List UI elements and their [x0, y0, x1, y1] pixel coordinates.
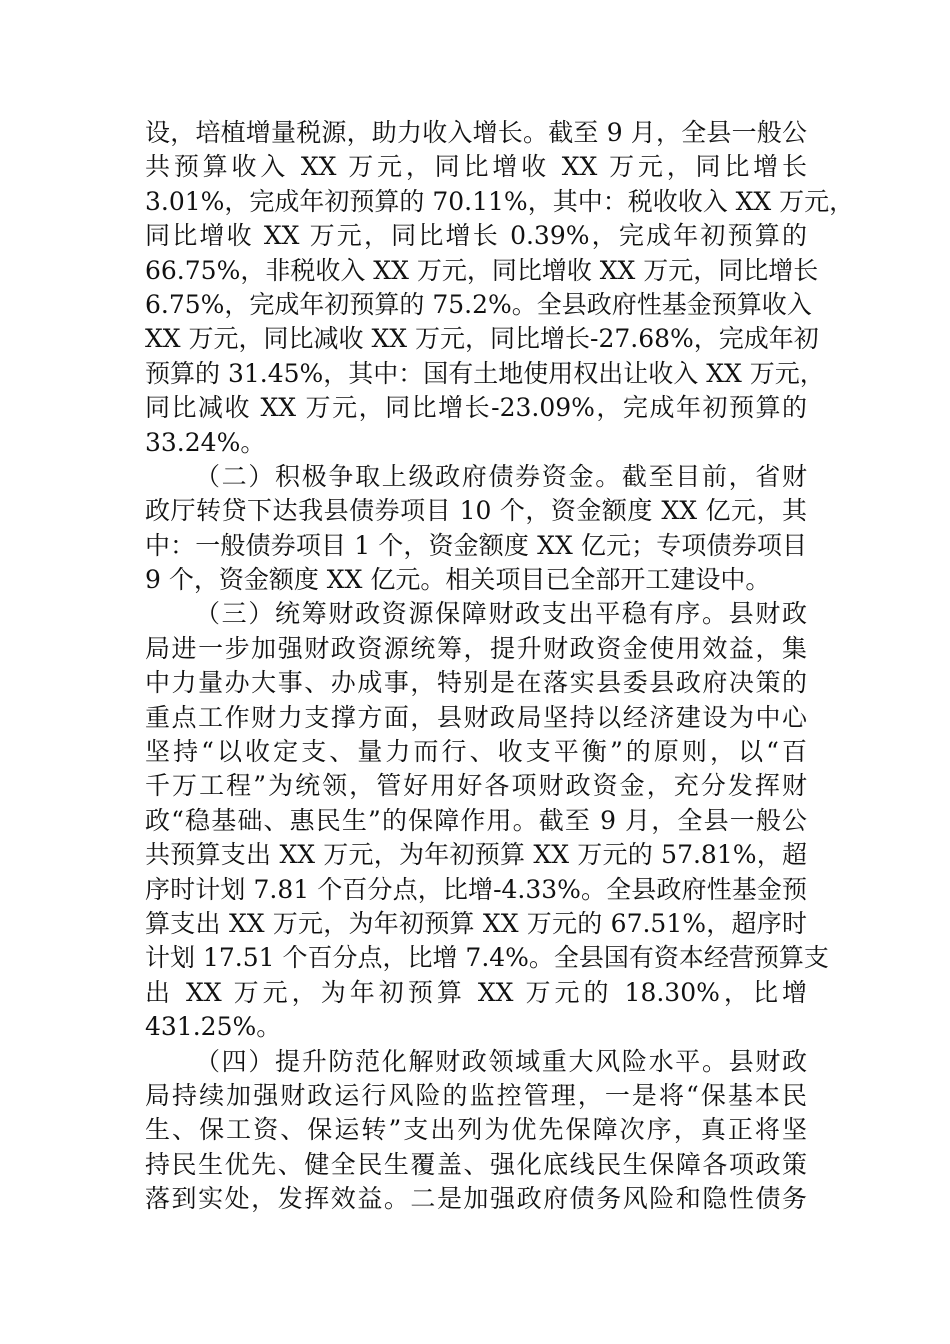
- text-line: 出 XX 万元，为年初预算 XX 万元的 18.30%，比增: [145, 977, 807, 1007]
- text-line: 431.25%。: [145, 1012, 282, 1042]
- text-line: 生、保工资、保运转”支出列为优先保障次序，真正将坚: [145, 1115, 807, 1145]
- text-line: 33.24%。: [145, 427, 266, 457]
- paragraph-bond-funds: [145, 460, 807, 598]
- text-line: 66.75%，非税收入 XX 万元，同比增收 XX 万元，同比增长: [145, 255, 819, 285]
- text-line: 同比增收 XX 万元，同比增长 0.39%，完成年初预算的: [145, 221, 807, 251]
- text-line: 共预算收入 XX 万元，同比增收 XX 万元，同比增长: [145, 152, 807, 182]
- text-line: 6.75%，完成年初预算的 75.2%。全县政府性基金预算收入: [145, 289, 812, 319]
- text-line: 落到实处，发挥效益。二是加强政府债务风险和隐性债务: [145, 1184, 807, 1214]
- text-line: 9 个，资金额度 XX 亿元。相关项目已全部开工建设中。: [145, 565, 771, 595]
- text-line: 千万工程”为统领，管好用好各项财政资金，充分发挥财: [145, 771, 807, 801]
- text-line: 局持续加强财政运行风险的监控管理，一是将“保基本民: [145, 1080, 807, 1110]
- section-heading-line: （二）积极争取上级政府债券资金。截至目前，省财: [195, 461, 807, 491]
- paragraph-revenue: [145, 116, 855, 460]
- text-line: XX 万元，同比减收 XX 万元，同比增长-27.68%，完成年初: [145, 324, 819, 354]
- document-page: [145, 116, 855, 1217]
- text-line: 计划 17.51 个百分点，比增 7.4%。全县国有资本经营预算支: [145, 943, 829, 973]
- text-line: 政厅转贷下达我县债券项目 10 个，资金额度 XX 亿元，其: [145, 496, 807, 526]
- section-heading-line: （三）统筹财政资源保障财政支出平稳有序。县财政: [195, 599, 807, 629]
- text-line: 预算的 31.45%，其中：国有土地使用权出让收入 XX 万元，: [145, 358, 825, 388]
- text-line: 坚持“以收定支、量力而行、收支平衡”的原则，以“百: [145, 737, 807, 767]
- text-line: 中力量办大事、办成事，特别是在落实县委县政府决策的: [145, 668, 807, 698]
- section-heading-line: （四）提升防范化解财政领域重大风险水平。县财政: [195, 1046, 807, 1076]
- text-line: 政“稳基础、惠民生”的保障作用。截至 9 月，全县一般公: [145, 805, 807, 835]
- text-line: 设，培植增量税源，助力收入增长。截至 9 月，全县一般公: [145, 118, 807, 147]
- text-line: 重点工作财力支撑方面，县财政局坚持以经济建设为中心: [145, 702, 807, 732]
- paragraph-expenditure: [145, 597, 829, 1044]
- text-line: 共预算支出 XX 万元，为年初预算 XX 万元的 57.81%，超: [145, 840, 807, 870]
- text-line: 算支出 XX 万元，为年初预算 XX 万元的 67.51%，超序时: [145, 908, 807, 938]
- text-line: 同比减收 XX 万元，同比增长-23.09%，完成年初预算的: [145, 393, 807, 423]
- text-line: 序时计划 7.81 个百分点，比增-4.33%。全县政府性基金预: [145, 874, 807, 904]
- text-line: 3.01%，完成年初预算的 70.11%，其中：税收收入 XX 万元，: [145, 186, 855, 216]
- text-line: 局进一步加强财政资源统筹，提升财政资金使用效益，集: [145, 633, 807, 663]
- text-line: 中：一般债券项目 1 个，资金额度 XX 亿元；专项债券项目: [145, 530, 807, 560]
- text-line: 持民生优先、健全民生覆盖、强化底线民生保障各项政策: [145, 1149, 807, 1179]
- paragraph-risk: [145, 1045, 807, 1217]
